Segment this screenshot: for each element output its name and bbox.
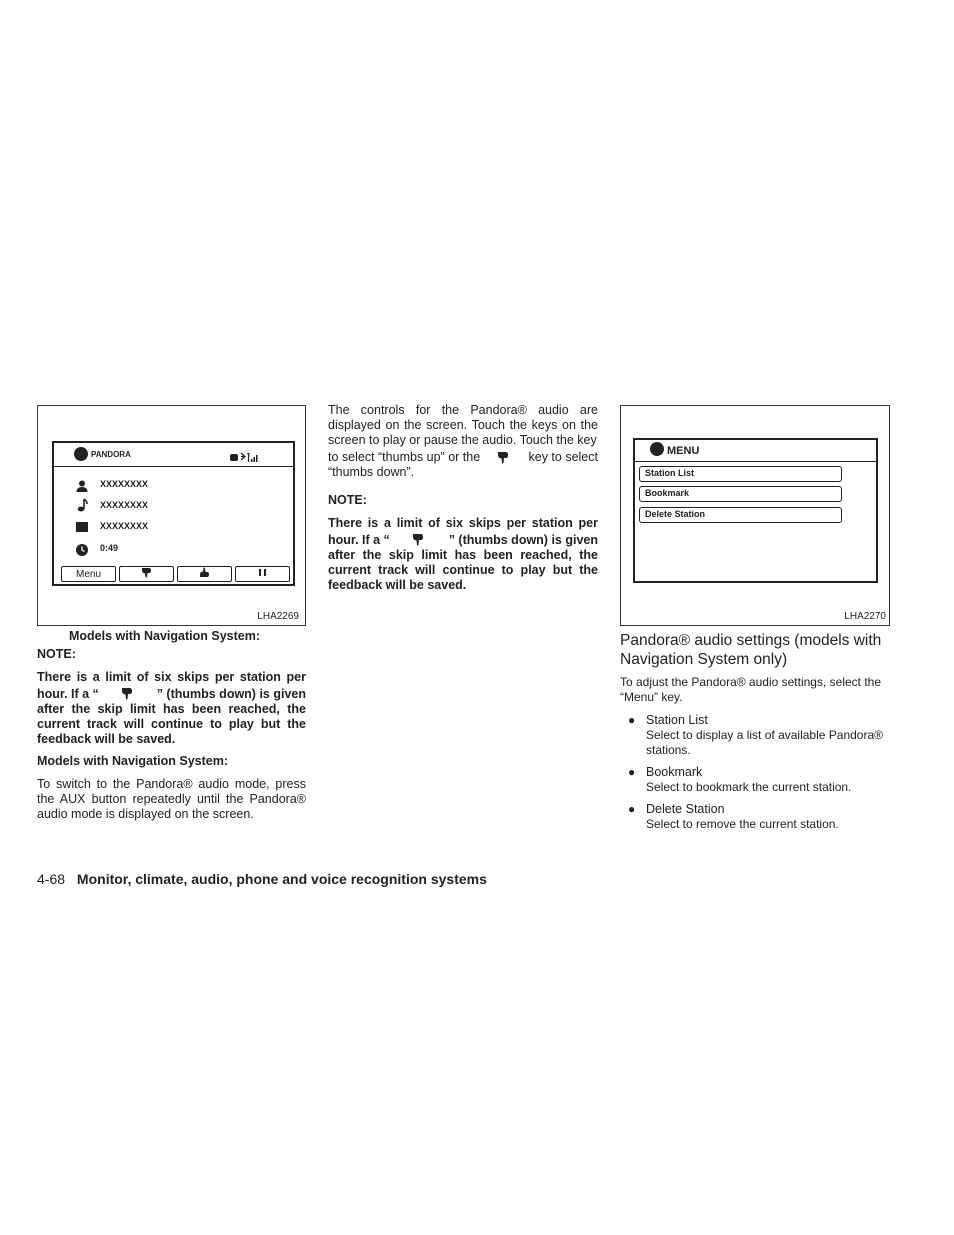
figure-code: LHA2269	[257, 611, 299, 622]
figure-pandora-screen	[37, 405, 306, 626]
thumbs-down-icon	[141, 567, 152, 581]
section-title: Monitor, climate, audio, phone and voice recognition systems	[76, 871, 487, 887]
person-icon	[76, 479, 88, 497]
note-block-middle	[328, 516, 598, 593]
note-line-2-post: ” (thumbs down) is given	[448, 533, 598, 547]
album-text: XXXXXXXX	[100, 521, 149, 531]
controls-text-end: “thumbs down”.	[328, 465, 415, 479]
aux-instructions: To switch to the Pandora® audio mode, press the AUX button repeatedly until the Pandora® audio mode is displayed on the screen.	[37, 777, 306, 821]
thumbs-down-button[interactable]	[119, 566, 174, 582]
figure-caption: Models with Navigation System:	[69, 629, 261, 643]
bullet-list	[628, 713, 893, 839]
note-line-2-pre: hour. If a “	[328, 533, 390, 547]
settings-intro: To adjust the Pandora® audio settings, select the “Menu” key.	[620, 675, 882, 704]
controls-description	[328, 403, 598, 480]
bullet-dot: ●	[628, 713, 636, 727]
menu-title: MENU	[667, 445, 700, 457]
menu-button-label: Menu	[75, 568, 101, 580]
display-screen	[52, 441, 295, 586]
list-item	[628, 713, 893, 765]
list-item	[628, 802, 893, 839]
section-subheading: Models with Navigation System:	[37, 754, 229, 768]
note-line-2	[37, 687, 306, 702]
note-heading: NOTE:	[37, 647, 76, 661]
bullet-term: Bookmark	[646, 765, 703, 779]
figure-menu-screen	[620, 405, 890, 626]
menu-source-icon	[650, 442, 664, 456]
note-heading-middle: NOTE:	[328, 493, 367, 507]
album-square-icon	[76, 522, 88, 532]
page-number: 4-68	[37, 871, 66, 887]
display-screen	[633, 438, 878, 583]
pause-icon	[258, 568, 267, 580]
thumbs-up-button[interactable]	[177, 566, 232, 582]
elapsed-time: 0:49	[100, 543, 119, 553]
menu-button[interactable]	[61, 566, 116, 582]
thumbs-down-icon	[412, 533, 426, 547]
bullet-term: Station List	[646, 713, 708, 727]
note-line-2-pre: hour. If a “	[37, 687, 99, 701]
bullet-dot: ●	[628, 765, 636, 779]
list-item	[628, 765, 893, 802]
note-rest: after the skip limit has been reached, the current track will continue to play but the feedback will be saved.	[328, 548, 598, 592]
note-line-2	[328, 533, 598, 548]
bluetooth-signal-icon	[230, 450, 258, 468]
thumbs-down-icon	[121, 687, 135, 701]
bullet-desc: Select to bookmark the current station.	[646, 780, 852, 794]
clock-icon	[76, 543, 88, 561]
artist-text: XXXXXXXX	[100, 479, 149, 489]
pause-button[interactable]	[235, 566, 290, 582]
bullet-desc: Select to remove the current station.	[646, 817, 839, 831]
controls-text-icon-line	[328, 450, 598, 465]
settings-heading: Pandora® audio settings (models with Navigation System only)	[620, 632, 882, 668]
audio-source-icon	[74, 447, 88, 461]
thumbs-down-icon	[497, 451, 511, 465]
delete-station-button[interactable]: Delete Station	[639, 507, 842, 523]
figure-code: LHA2270	[844, 611, 886, 622]
note-block	[37, 670, 306, 747]
source-label: PANDORA	[91, 450, 131, 459]
song-text: XXXXXXXX	[100, 500, 149, 510]
control-buttons	[61, 566, 290, 582]
station-list-button[interactable]: Station List	[639, 466, 842, 482]
music-note-icon	[77, 498, 89, 517]
controls-text-pre-icon: to select “thumbs up” or the	[328, 450, 481, 464]
note-line-1: There is a limit of six skips per station per	[328, 516, 598, 530]
bullet-desc: Select to display a list of available Pandora® stations.	[646, 728, 883, 757]
thumbs-up-icon	[199, 567, 210, 581]
bullet-term: Delete Station	[646, 802, 725, 816]
page-footer	[37, 871, 487, 887]
screen-header	[54, 443, 293, 467]
controls-text-part1: The controls for the Pandora® audio are displayed on the screen. Touch the keys on the screen to play or pause the audio. Touch the key	[328, 403, 598, 447]
controls-text-post-icon: key to select	[528, 450, 598, 464]
note-line-2-post: ” (thumbs down) is given	[156, 687, 306, 701]
bullet-dot: ●	[628, 802, 636, 816]
note-rest: after the skip limit has been reached, the current track will continue to play but the feedback will be saved.	[37, 702, 306, 746]
bookmark-button[interactable]: Bookmark	[639, 486, 842, 502]
menu-header	[635, 440, 876, 462]
note-line-1: There is a limit of six skips per station per	[37, 670, 306, 684]
